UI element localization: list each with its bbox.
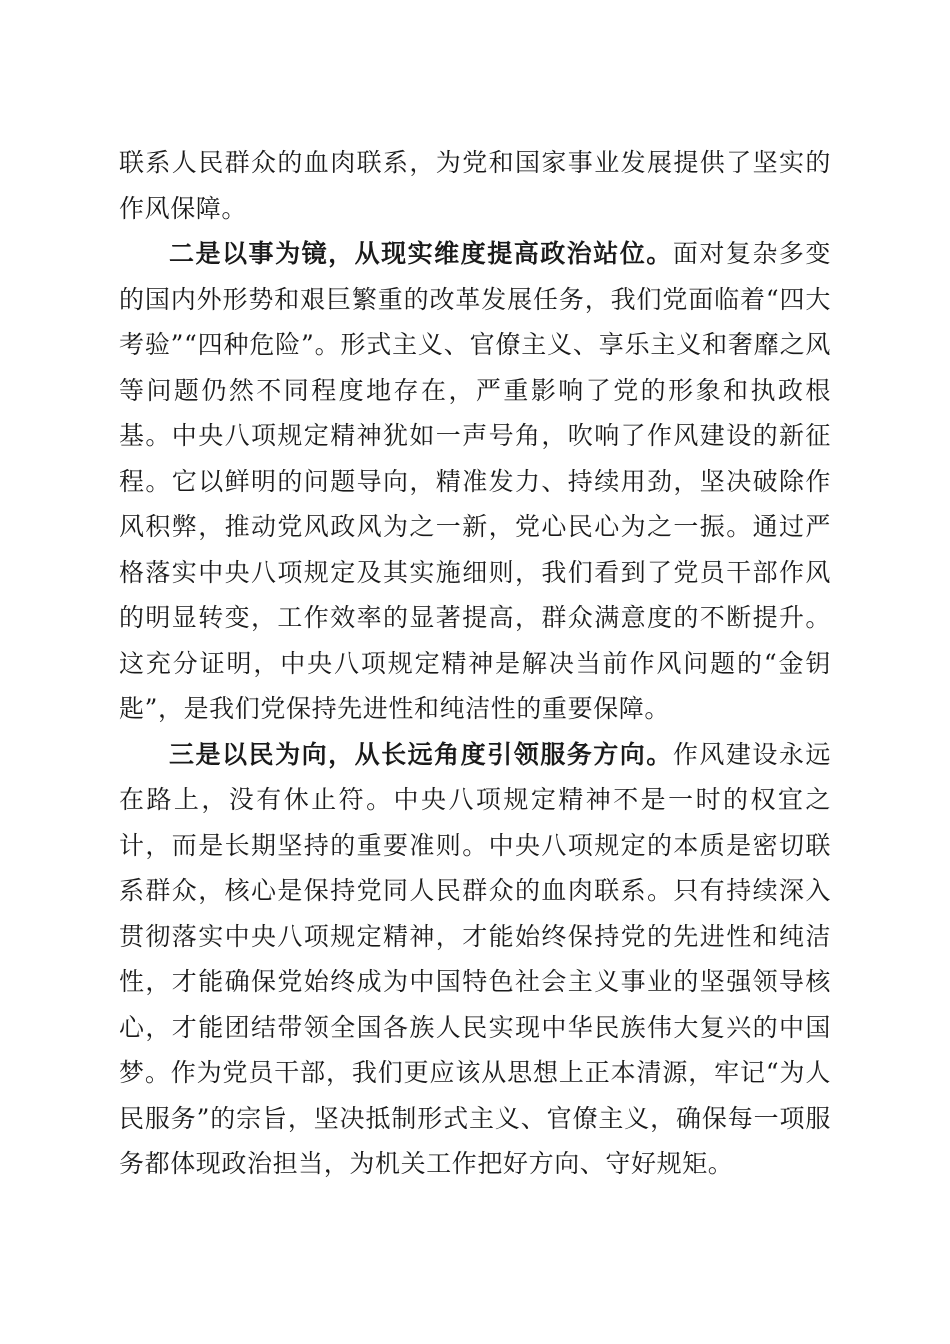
paragraph-text: 联系人民群众的血肉联系，为党和国家事业发展提供了坚实的作风保障。 <box>119 148 831 223</box>
paragraph-lead: 二是以事为镜，从现实维度提高政治站位。 <box>169 239 673 268</box>
document-body <box>119 140 831 1187</box>
paragraph-text: 面对复杂多变的国内外形势和艰巨繁重的改革发展任务，我们党面临着“四大考验”“四种危险”。形式主义、官僚主义、享乐主义和奢靡之风等问题仍然不同程度地存在，严重影响了党的形象和执政根基。中央八项规定精神犹如一声号角，吹响了作风建设的新征程。它以鲜明的问题导向，精准发力、持续用劲，坚决破除作风积弊，推动党风政风为之一新，党心民心为之一振。通过严格落实中央八项规定及其实施细则，我们看到了党员干部作风的明显转变，工作效率的显著提高，群众满意度的不断提升。这充分证明，中央八项规定精神是解决当前作风问题的“金钥匙”，是我们党保持先进性和纯洁性的重要保障。 <box>119 239 831 723</box>
paragraph-point-two <box>119 231 831 732</box>
paragraph-point-three <box>119 732 831 1187</box>
paragraph-text: 作风建设永远在路上，没有休止符。中央八项规定精神不是一时的权宜之计，而是长期坚持的重要准则。中央八项规定的本质是密切联系群众，核心是保持党同人民群众的血肉联系。只有持续深入贯彻落实中央八项规定精神，才能始终保持党的先进性和纯洁性，才能确保党始终成为中国特色社会主义事业的坚强领导核心，才能团结带领全国各族人民实现中华民族伟大复兴的中国梦。作为党员干部，我们更应该从思想上正本清源，牢记“为人民服务”的宗旨，坚决抵制形式主义、官僚主义，确保每一项服务都体现政治担当，为机关工作把好方向、守好规矩。 <box>119 739 831 1178</box>
paragraph-continuation <box>119 140 831 231</box>
paragraph-lead: 三是以民为向，从长远角度引领服务方向。 <box>169 739 673 769</box>
